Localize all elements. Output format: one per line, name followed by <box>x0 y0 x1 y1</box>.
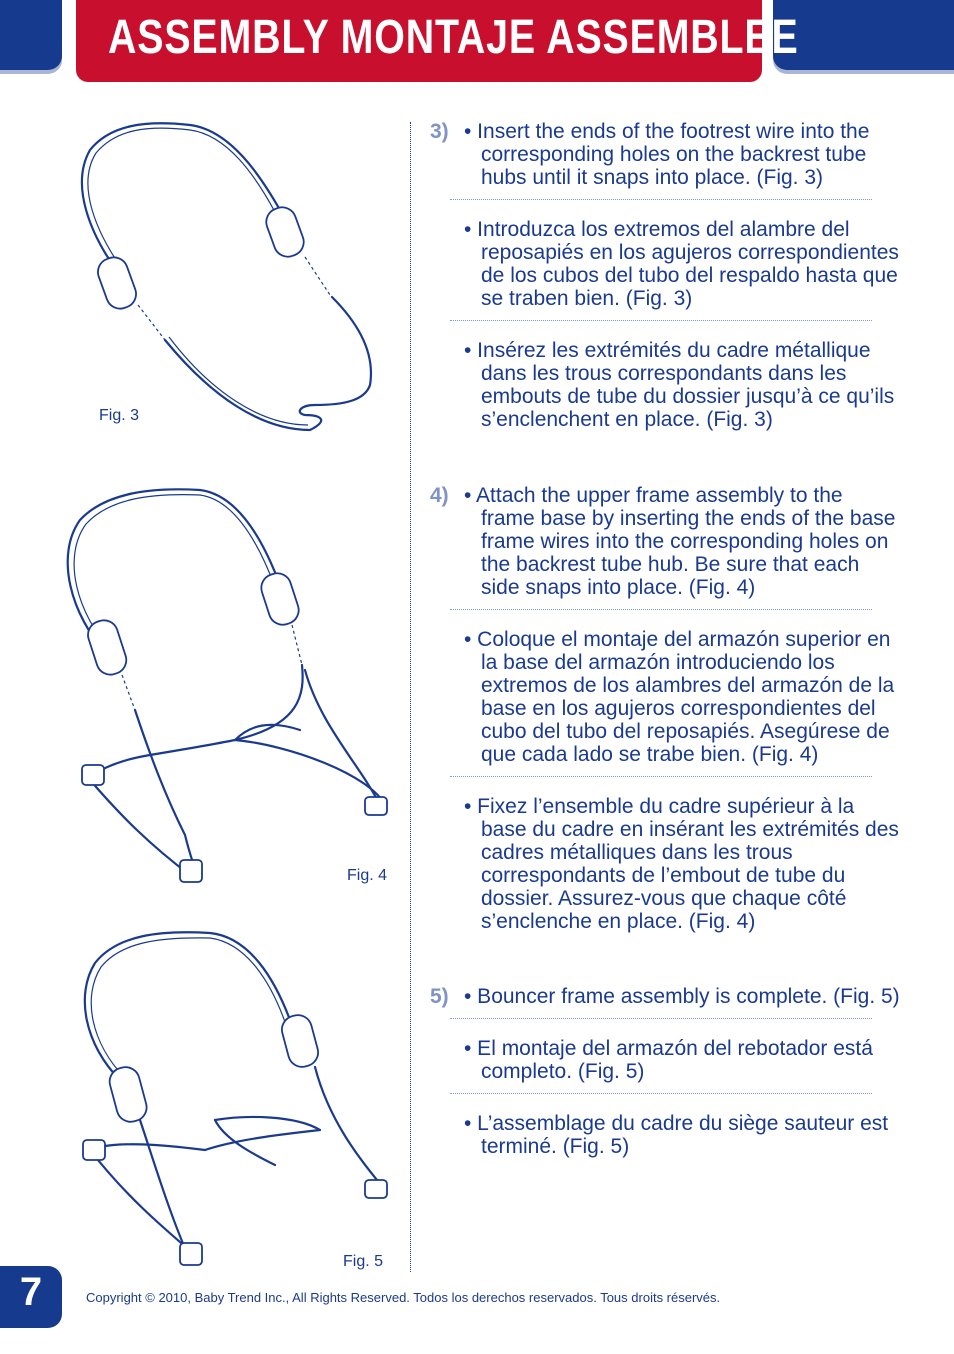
separator <box>450 776 872 777</box>
page-title: ASSEMBLY MONTAJE ASSEMBLEE <box>108 11 799 64</box>
step-text-fr: • Insérez les extrémités du cadre métallique dans les trous correspondants dans les embouts de tube du dossier jusqu’à ce qu’ils s’enclenchent en place. (Fig. 3) <box>464 339 895 431</box>
step-3 <box>430 120 900 431</box>
fig-3-illustration <box>70 115 390 445</box>
page-number: 7 <box>19 1270 43 1314</box>
copyright-text: Copyright © 2010, Baby Trend Inc., All Rights Reserved. Todos los derechos reservados. Tous droits réservés. <box>86 1290 721 1305</box>
fig-3-label: Fig. 3 <box>99 407 140 424</box>
separator <box>450 320 872 321</box>
step-text-fr: • L’assemblage du cadre du siège sauteur est terminé. (Fig. 5) <box>464 1112 889 1158</box>
step-text-fr: • Fixez l’ensemble du cadre supérieur à la base du cadre en insérant les extrémités des cadres métalliques dans les trous correspondants de l’embout de tube du dossier. Assurez-vous que chaque côté s’enclenche en place. (Fig. 4) <box>464 795 899 933</box>
step-4 <box>430 484 900 933</box>
step-number: 3) <box>430 120 449 143</box>
fig-4-label: Fig. 4 <box>347 867 388 884</box>
separator <box>450 199 872 200</box>
fig-5-illustration <box>75 925 400 1275</box>
step-text-es: • Introduzca los extremos del alambre del reposapiés en los agujeros correspondientes de los cubos del tubo del respaldo hasta que se traben bien. (Fig. 3) <box>464 218 899 310</box>
step-number: 5) <box>430 985 449 1008</box>
step-text-es: • Coloque el montaje del armazón superior en la base del armazón introduciendo los extremos de los alambres del armazón de la base en los agujeros correspondientes del cubo del tubo del reposapiés. Asegúrese de que cada lado se trabe bien. (Fig. 4) <box>464 628 895 766</box>
separator <box>450 1093 872 1094</box>
column-divider <box>410 122 411 1272</box>
step-text-en: • Attach the upper frame assembly to the frame base by inserting the ends of the base frame wires into the corresponding holes on the backrest tube hub. Be sure that each side snaps into place. (Fig. 4) <box>464 484 896 599</box>
header-band-right <box>773 0 954 70</box>
step-text-en: • Bouncer frame assembly is complete. (Fig. 5) <box>464 985 900 1008</box>
step-5 <box>430 985 900 1158</box>
header-band-left <box>0 0 62 70</box>
step-number: 4) <box>430 484 449 507</box>
fig-4-illustration <box>60 485 400 895</box>
separator <box>450 609 872 610</box>
step-text-es: • El montaje del armazón del rebotador está completo. (Fig. 5) <box>464 1037 873 1083</box>
fig-5-label: Fig. 5 <box>343 1253 384 1270</box>
step-text-en: • Insert the ends of the footrest wire into the corresponding holes on the backrest tube hubs until it snaps into place. (Fig. 3) <box>464 120 870 189</box>
separator <box>450 1018 872 1019</box>
